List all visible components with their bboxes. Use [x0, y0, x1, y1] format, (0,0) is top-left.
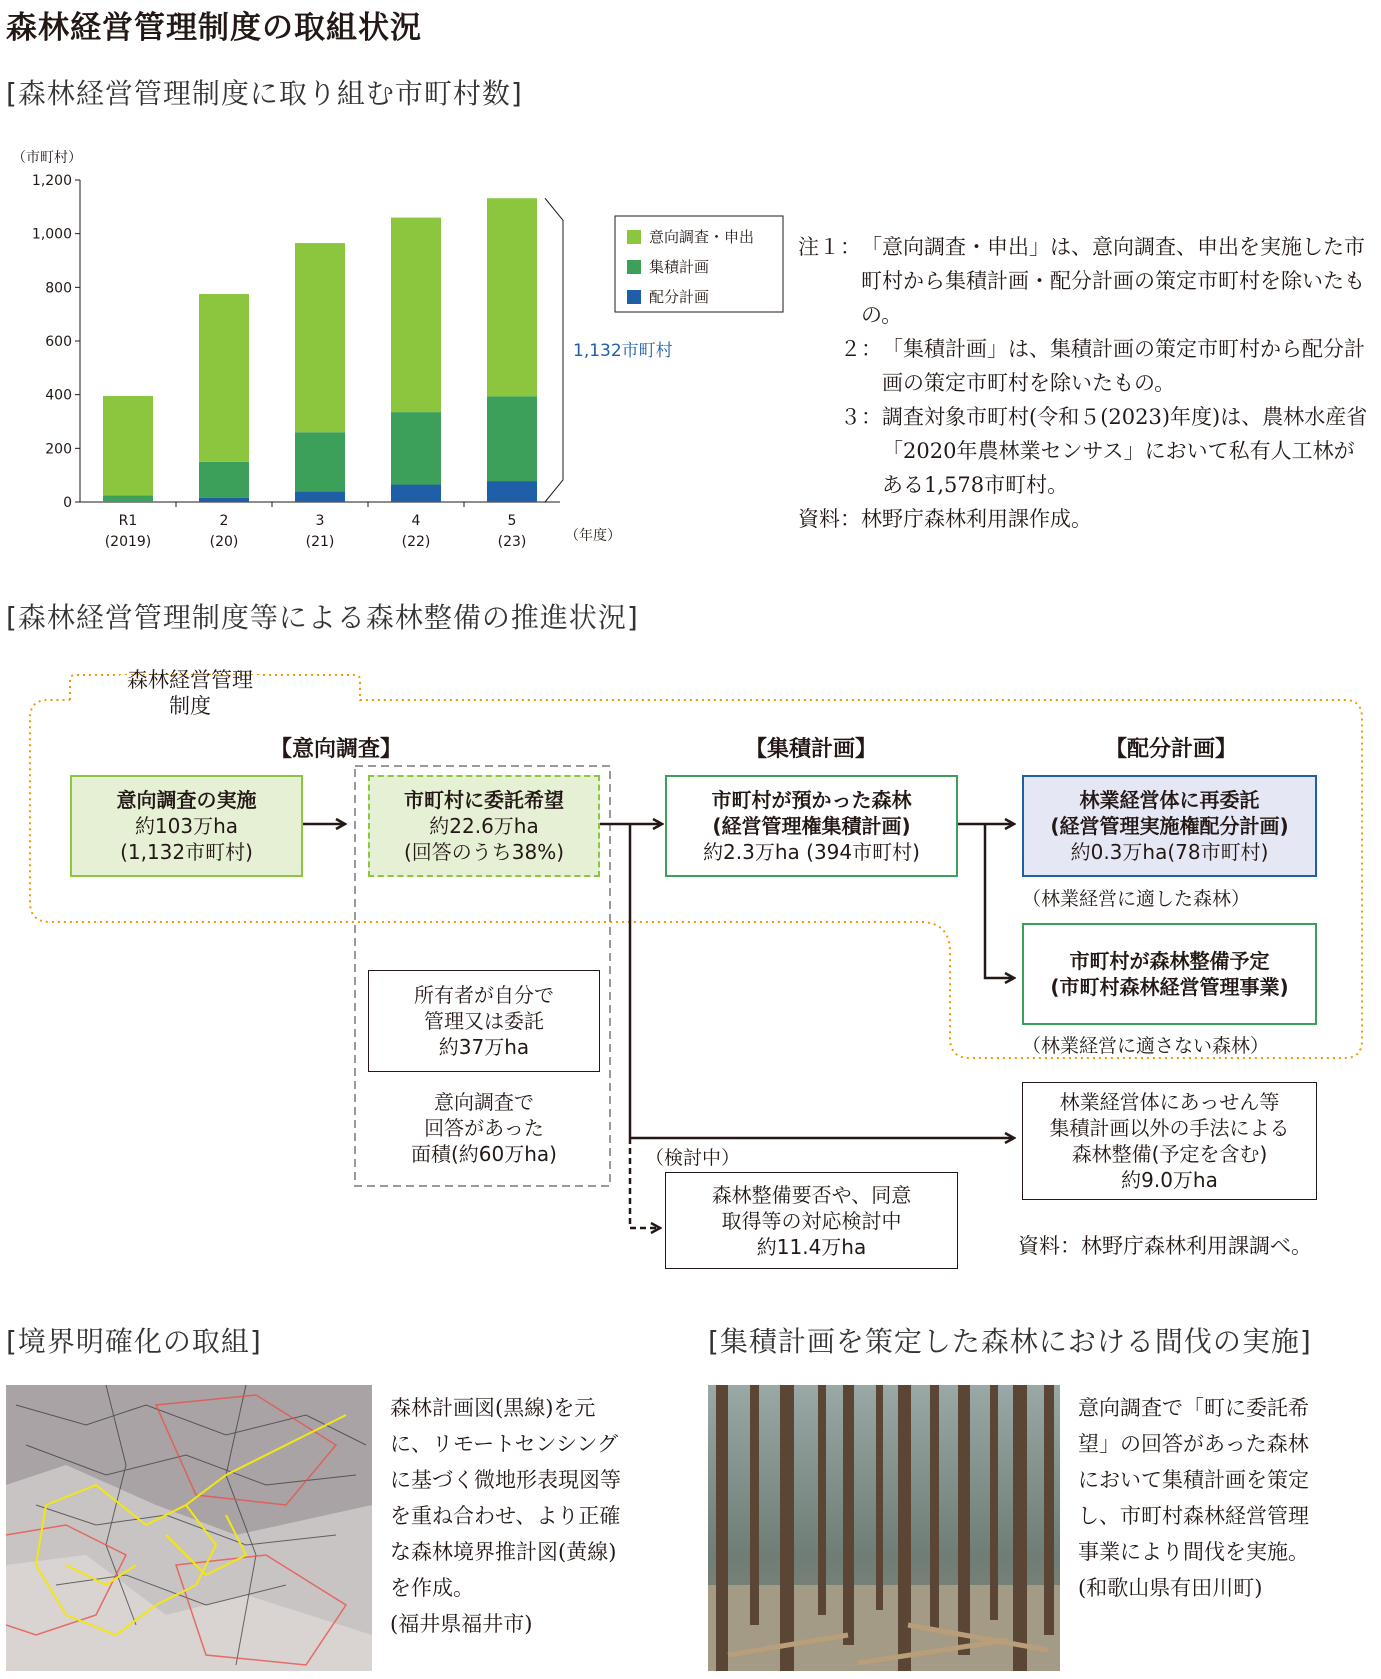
review-label: （検討中） [645, 1147, 741, 1169]
bar-segment [103, 396, 153, 495]
y-tick-label: 800 [45, 280, 72, 297]
flow-source: 資料：林野庁森林利用課調べ。 [1018, 1234, 1312, 1258]
section3-title: [境界明確化の取組] [6, 1325, 262, 1358]
x-tick-label: (21) [305, 534, 335, 550]
legend-label: 配分計画 [649, 288, 710, 306]
y-tick-label: 400 [45, 387, 72, 404]
bar-segment [391, 218, 441, 413]
bar-segment [199, 498, 249, 502]
note-1: 注１： 「意向調査・申出」は、意向調査、申出を実施した市町村から集積計画・配分計画の策定市町村を除いたもの。 [798, 235, 1365, 327]
request-box: 市町村に委託希望 約22.6万ha (回答のうち38%) [368, 775, 600, 877]
x-tick-label: (22) [401, 534, 431, 550]
answered-area: 意向調査で 回答があった 面積(約60万ha) [411, 1090, 557, 1166]
bar-segment [199, 294, 249, 462]
y-tick-label: 1,000 [31, 226, 72, 243]
boundary-map-image [6, 1385, 372, 1671]
y-tick-label: 200 [45, 441, 72, 458]
x-tick-label: 5 [507, 513, 517, 529]
bar-segment [391, 485, 441, 502]
forest-drawing [708, 1385, 1060, 1671]
bar-segment [103, 495, 153, 502]
stage-collect-label: 【集積計画】 [745, 737, 878, 762]
x-tick-label: (20) [209, 534, 239, 550]
section2-title: [森林経営管理制度等による森林整備の推進状況] [6, 601, 639, 634]
bar-segment [487, 481, 537, 502]
note-3: ３： 調査対象市町村(令和５(2023)年度)は、農林水産省「2020年農林業センサス」において私有人工林がある1,578市町村。 [798, 405, 1368, 497]
page-title: 森林経営管理制度の取組状況 [6, 10, 422, 46]
muni-note: （林業経営に適さない森林） [1022, 1035, 1270, 1057]
y-tick-label: 600 [45, 334, 72, 350]
stage-survey-label: 【意向調査】 [270, 737, 403, 762]
boundary-map-drawing [6, 1385, 372, 1671]
allocate-note: （林業経営に適した森林） [1022, 888, 1251, 910]
legend-swatch [627, 260, 641, 274]
y-tick-label: 0 [63, 495, 72, 511]
legend-label: 意向調査・申出 [649, 228, 755, 246]
system-label: 森林経営管理制度 [120, 675, 260, 711]
bar-segment [199, 462, 249, 498]
total-bracket [545, 198, 563, 502]
x-tick-label: (23) [497, 534, 527, 550]
review-box: 森林整備要否や、同意 取得等の対応検討中 約11.4万ha [665, 1172, 958, 1269]
allocate-box: 林業経営体に再委託 (経営管理実施権配分計画) 約0.3万ha(78市町村) [1022, 775, 1317, 877]
legend-swatch [627, 230, 641, 244]
y-axis-label: （市町村） [12, 150, 82, 166]
thinning-caption: 意向調査で「町に委託希 望」の回答があった森林 において集積計画を策定 し、市町村森林経営管理 事業により間伐を実施。 (和歌山県有田川町) [1078, 1396, 1309, 1600]
x-tick-label: 4 [411, 513, 421, 529]
x-tick-label: 2 [219, 513, 229, 529]
bar-segment [487, 198, 537, 396]
legend-label: 集積計画 [649, 258, 710, 276]
thinning-photo [708, 1385, 1060, 1671]
y-tick-label: 1,200 [31, 173, 72, 189]
x-tick-label: (2019) [104, 534, 152, 550]
stage-allocate-label: 【配分計画】 [1105, 737, 1238, 762]
x-tick-label: R1 [118, 513, 138, 529]
boundary-caption: 森林計画図(黒線)を元 に、リモートセンシング に基づく微地形表現図等 を重ね合わせ、より正確 な森林境界推計図(黄線) を作成。 (福井県福井市) [390, 1396, 621, 1636]
owner-box: 所有者が自分で 管理又は委託 約37万ha [368, 970, 600, 1072]
x-axis-label: （年度） [565, 528, 621, 544]
total-annotation: 1,132市町村 [573, 341, 673, 362]
other-method-box: 林業経営体にあっせん等 集積計画以外の手法による 森林整備(予定を含む) 約9.0万ha [1022, 1082, 1317, 1200]
survey-box: 意向調査の実施 約103万ha (1,132市町村) [70, 775, 303, 877]
section1-title: [森林経営管理制度に取り組む市町村数] [6, 77, 523, 110]
municipality-chart [0, 140, 790, 550]
bar-segment [391, 412, 441, 484]
legend-swatch [627, 290, 641, 304]
note-2: ２： 「集積計画」は、集積計画の策定市町村から配分計画の策定市町村を除いたもの。 [798, 337, 1365, 395]
section4-title: [集積計画を策定した森林における間伐の実施] [708, 1325, 1312, 1358]
note-source: 資料： 林野庁森林利用課作成。 [798, 507, 1092, 531]
collect-box: 市町村が預かった森林 (経営管理権集積計画) 約2.3万ha (394市町村) [665, 775, 958, 877]
chart-notes [798, 230, 1370, 536]
bar-segment [295, 243, 345, 432]
bar-segment [295, 491, 345, 502]
bar-segment [295, 432, 345, 491]
bar-segment [487, 396, 537, 481]
x-tick-label: 3 [315, 513, 325, 529]
muni-box: 市町村が森林整備予定 (市町村森林経営管理事業) [1022, 923, 1317, 1025]
